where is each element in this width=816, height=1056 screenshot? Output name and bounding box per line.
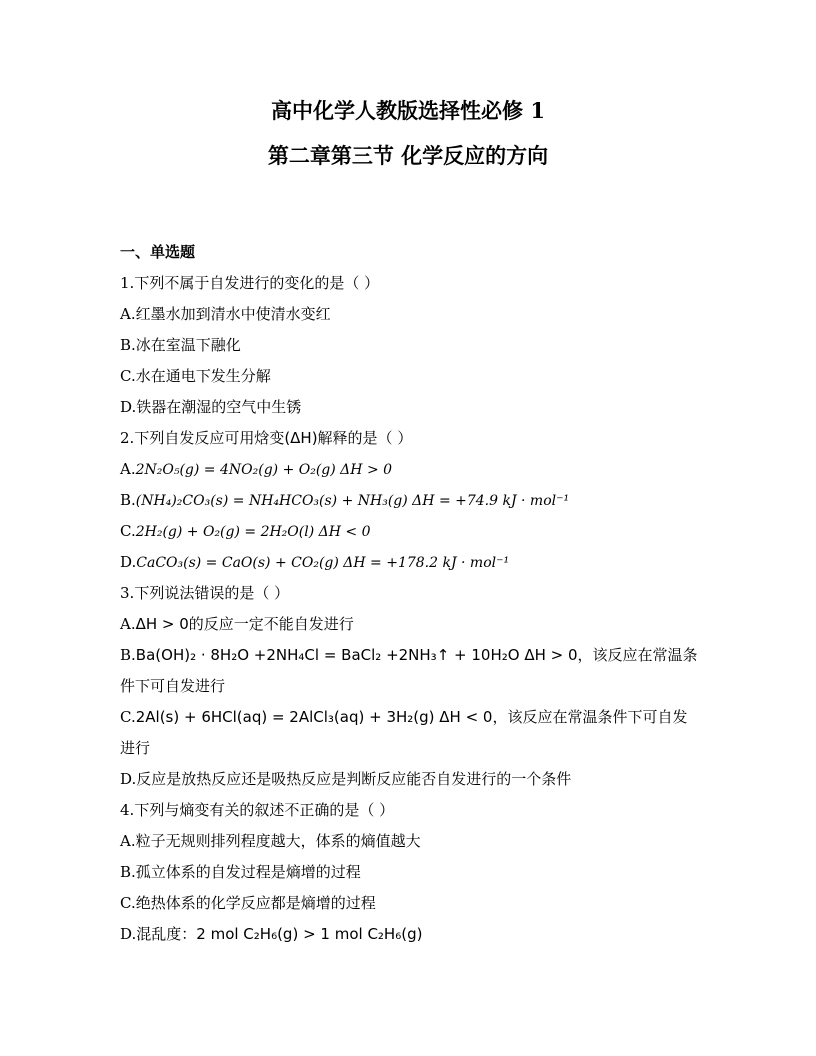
- document-subtitle: 第二章第三节 化学反应的方向: [267, 143, 549, 168]
- option-b: [120, 485, 700, 516]
- option-label: B.: [120, 646, 136, 664]
- option-text: Ba(OH)₂ · 8H₂O +2NH₄Cl = BaCl₂ +2NH₃↑ + 10H₂O ΔH > 0，该反应在常温条件下可自发进行: [120, 646, 698, 695]
- option-text: 铁器在潮湿的空气中生锈: [136, 398, 302, 416]
- question-number: 2.: [120, 429, 135, 447]
- option-label: C.: [120, 894, 136, 912]
- option-d: [120, 392, 700, 423]
- option-label: B.: [120, 336, 136, 354]
- question-list: [120, 237, 700, 950]
- option-formula: 2N₂O₅(g) = 4NO₂(g) + O₂(g) ΔH > 0: [135, 462, 393, 478]
- option-label: C.: [120, 522, 136, 540]
- option-d: [120, 547, 700, 578]
- question-stem: [120, 423, 700, 454]
- option-a: [120, 454, 700, 485]
- option-label: A.: [120, 305, 136, 323]
- option-label: B.: [120, 863, 136, 881]
- option-text: 冰在室温下融化: [135, 336, 241, 354]
- question-text: 下列自发反应可用焓变(ΔH)解释的是（ ）: [134, 429, 413, 447]
- option-text: 粒子无规则排列程度越大，体系的熵值越大: [135, 832, 421, 850]
- option-label: D.: [120, 553, 137, 571]
- document-title: 高中化学人教版选择性必修 1: [271, 98, 545, 123]
- option-c: [120, 702, 700, 764]
- option-b: [120, 857, 700, 888]
- option-b: [120, 640, 700, 702]
- option-label: A.: [120, 832, 136, 850]
- option-text: 孤立体系的自发过程是熵增的过程: [135, 863, 361, 881]
- option-formula: 2H₂(g) + O₂(g) = 2H₂O(l) ΔH < 0: [135, 524, 371, 540]
- option-a: [120, 609, 700, 640]
- option-label: B.: [120, 491, 136, 509]
- question-stem: [120, 578, 700, 609]
- option-d: [120, 764, 700, 795]
- question-text: 下列与熵变有关的叙述不正确的是（ ）: [134, 801, 395, 819]
- option-label: D.: [120, 770, 137, 788]
- option-text: ΔH > 0的反应一定不能自发进行: [135, 615, 354, 633]
- option-formula: CaCO₃(s) = CaO(s) + CO₂(g) ΔH = +178.2 kJ · mol⁻¹: [136, 555, 510, 571]
- question-number: 1.: [120, 274, 135, 292]
- option-label: A.: [120, 460, 136, 478]
- option-c: [120, 888, 700, 919]
- option-a: [120, 826, 700, 857]
- option-text: 2Al(s) + 6HCl(aq) = 2AlCl₃(aq) + 3H₂(g) ΔH < 0，该反应在常温条件下可自发进行: [120, 708, 688, 757]
- section-heading: 一、单选题: [120, 243, 196, 261]
- option-b: [120, 330, 700, 361]
- option-formula: (NH₄)₂CO₃(s) = NH₄HCO₃(s) + NH₃(g) ΔH = +74.9 kJ · mol⁻¹: [135, 493, 570, 509]
- option-d: [120, 919, 700, 950]
- option-text: 绝热体系的化学反应都是熵增的过程: [135, 894, 376, 912]
- option-text: 水在通电下发生分解: [135, 367, 271, 385]
- option-label: D.: [120, 925, 137, 943]
- option-c: [120, 361, 700, 392]
- question-text: 下列不属于自发进行的变化的是（ ）: [134, 274, 380, 292]
- question-stem: [120, 795, 700, 826]
- option-a: [120, 299, 700, 330]
- question-number: 4.: [120, 801, 135, 819]
- option-label: A.: [120, 615, 136, 633]
- question-text: 下列说法错误的是（ ）: [134, 584, 290, 602]
- option-text: 红墨水加到清水中使清水变红: [135, 305, 331, 323]
- question-number: 3.: [120, 584, 135, 602]
- option-text: 混乱度：2 mol C₂H₆(g) > 1 mol C₂H₆(g): [136, 925, 423, 943]
- option-c: [120, 516, 700, 547]
- option-label: C.: [120, 708, 136, 726]
- option-label: C.: [120, 367, 136, 385]
- question-stem: [120, 268, 700, 299]
- option-text: 反应是放热反应还是吸热反应是判断反应能否自发进行的一个条件: [136, 770, 572, 788]
- option-label: D.: [120, 398, 137, 416]
